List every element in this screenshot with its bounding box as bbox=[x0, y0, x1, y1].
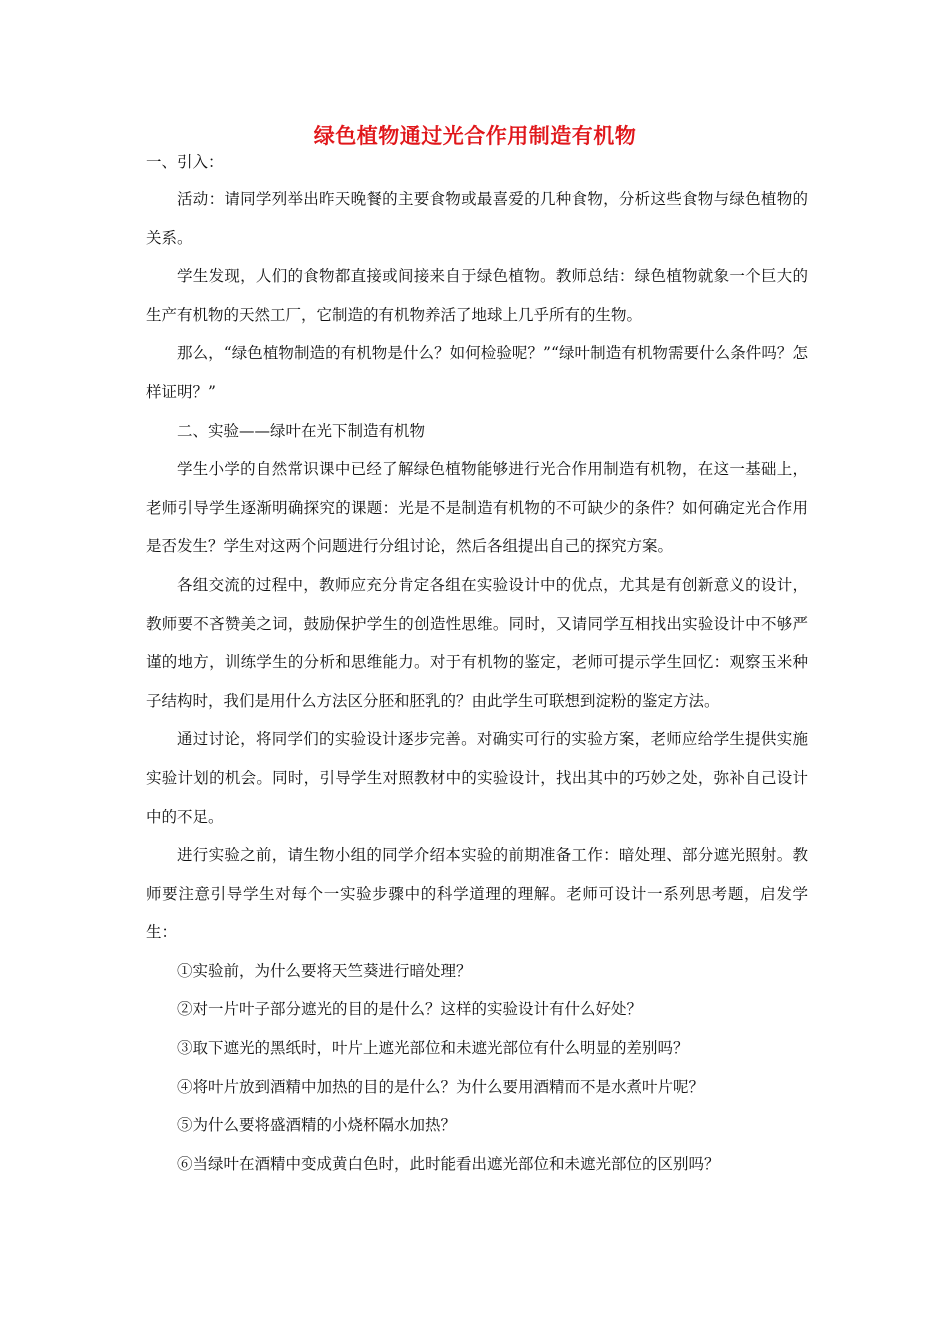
question-item: ⑤为什么要将盛酒精的小烧杯隔水加热？ bbox=[177, 1116, 457, 1135]
document-body bbox=[146, 180, 808, 1183]
paragraph: 进行实验之前，请生物小组的同学介绍本实验的前期准备工作：暗处理、部分遮光照射。教师要注意引导学生对每个一实验步骤中的科学道理的理解。老师可设计一系列思考题，启发学生： bbox=[146, 846, 808, 942]
paragraph: 通过讨论，将同学们的实验设计逐步完善。对确实可行的实验方案，老师应给学生提供实施实验计划的机会。同时，引导学生对照教材中的实验设计，找出其中的巧妙之处，弥补自己设计中的不足。 bbox=[146, 730, 808, 826]
question-item: ③取下遮光的黑纸时，叶片上遮光部位和未遮光部位有什么明显的差别吗？ bbox=[177, 1039, 689, 1058]
question-item: ②对一片叶子部分遮光的目的是什么？这样的实验设计有什么好处？ bbox=[177, 1000, 643, 1019]
document-title: 绿色植物通过光合作用制造有机物 bbox=[313, 123, 637, 148]
question-item: ⑥当绿叶在酒精中变成黄白色时，此时能看出遮光部位和未遮光部位的区别吗？ bbox=[177, 1154, 720, 1173]
paragraph: 各组交流的过程中，教师应充分肯定各组在实验设计中的优点，尤其是有创新意义的设计，教师要不吝赞美之词，鼓励保护学生的创造性思维。同时，又请同学互相找出实验设计中不够严谨的地方，训练学生的分析和思维能力。对于有机物的鉴定，老师可提示学生回忆：观察玉米种子结构时，我们是用什么方法区分胚和胚乳的？由此学生可联想到淀粉的鉴定方法。 bbox=[146, 575, 808, 710]
section-heading-experiment: 二、实验——绿叶在光下制造有机物 bbox=[177, 421, 426, 440]
section-heading-intro: 一、引入： bbox=[146, 153, 224, 171]
question-item: ④将叶片放到酒精中加热的目的是什么？为什么要用酒精而不是水煮叶片呢？ bbox=[177, 1077, 705, 1096]
paragraph: 那么，“绿色植物制造的有机物是什么？如何检验呢？”“绿叶制造有机物需要什么条件吗？怎样证明？” bbox=[146, 344, 808, 401]
paragraph: 活动：请同学列举出昨天晚餐的主要食物或最喜爱的几种食物，分析这些食物与绿色植物的关系。 bbox=[146, 190, 808, 247]
question-item: ①实验前，为什么要将天竺葵进行暗处理？ bbox=[177, 961, 472, 980]
paragraph: 学生小学的自然常识课中已经了解绿色植物能够进行光合作用制造有机物，在这一基础上，老师引导学生逐渐明确探究的课题：光是不是制造有机物的不可缺少的条件？如何确定光合作用是否发生？学生对这两个问题进行分组讨论，然后各组提出自己的探究方案。 bbox=[146, 460, 808, 556]
paragraph: 学生发现，人们的食物都直接或间接来自于绿色植物。教师总结：绿色植物就象一个巨大的生产有机物的天然工厂，它制造的有机物养活了地球上几乎所有的生物。 bbox=[146, 267, 808, 324]
